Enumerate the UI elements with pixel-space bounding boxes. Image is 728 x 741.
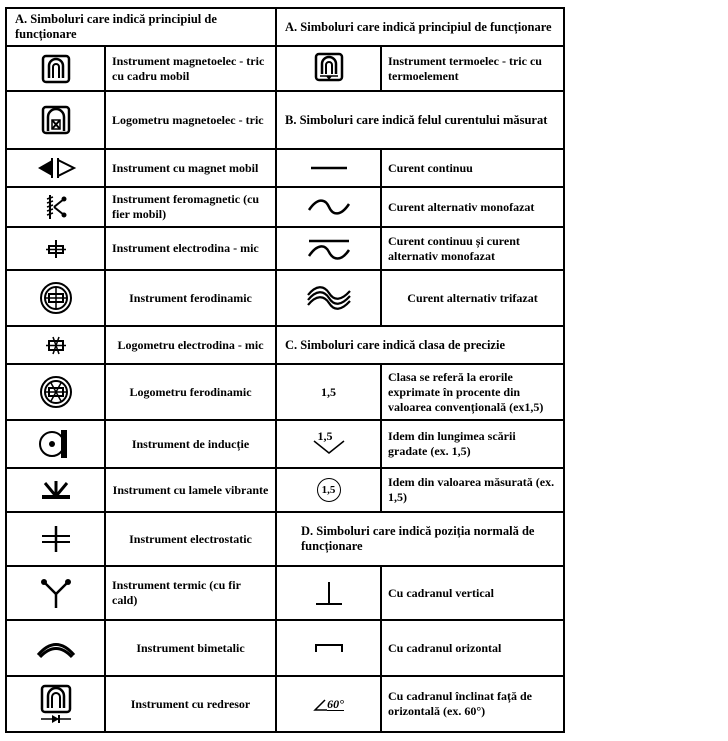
electrodynamic-icon (5, 226, 106, 271)
right-c-row-1-label: Clasa se referă la erorile exprimate în procente din valoarea convențională (ex1,5) (380, 363, 565, 421)
class-symbol-scale (275, 419, 382, 469)
three-phase-icon (275, 269, 382, 327)
rectifier-instrument-icon (5, 675, 106, 733)
magnetoelectric-moving-coil-icon (5, 45, 106, 92)
vibrating-reed-icon (5, 467, 106, 513)
right-thermoelectric-label: Instrument termoelec - tric cu termoelement (380, 45, 565, 92)
right-b-row-2-label: Curent alternativ monofazat (380, 186, 565, 228)
left-row-13-label: Instrument bimetalic (104, 619, 277, 677)
left-row-6-label: Instrument ferodinamic (104, 269, 277, 327)
induction-icon (5, 419, 106, 469)
ferrodynamic-ratiometer-icon (5, 363, 106, 421)
right-b-row-3-label: Curent continuu și curent alternativ monofazat (380, 226, 565, 271)
class-value-measured: 1,5 (321, 484, 336, 496)
dc-line-icon (275, 148, 382, 188)
header-b (275, 90, 565, 150)
header-c-text: C. Simboluri care indică clasa de precizie (285, 337, 506, 352)
header-a-right (275, 7, 565, 47)
electrostatic-icon (5, 511, 106, 567)
thermal-hot-wire-icon (5, 565, 106, 621)
right-b-row-1-label: Curent continuu (380, 148, 565, 188)
header-a-left (5, 7, 277, 47)
magnetoelectric-ratiometer-icon (5, 90, 106, 150)
horizontal-dial-icon (275, 619, 382, 677)
header-d (275, 511, 565, 567)
left-row-2-label: Logometru magnetoelec - tric (104, 90, 277, 150)
left-row-8-label: Logometru ferodinamic (104, 363, 277, 421)
vertical-dial-icon (275, 565, 382, 621)
inclination-value: 60° (327, 696, 344, 711)
dc-ac-icon (275, 226, 382, 271)
left-row-1-label: Instrument magnetoelec - tric cu cadru mobil (104, 45, 277, 92)
left-row-9-label: Instrument de inducție (104, 419, 277, 469)
header-d-text: D. Simboluri care indică poziția normală de funcționare (301, 524, 535, 553)
class-value-plain: 1,5 (321, 384, 336, 399)
ac-wave-icon (275, 186, 382, 228)
header-b-text: B. Simboluri care indică felul curentului măsurat (285, 112, 548, 127)
header-a-right-text: A. Simboluri care indică principiul de funcționare (285, 19, 552, 34)
right-d-row-2-label: Cu cadranul orizontal (380, 619, 565, 677)
left-row-12-label: Instrument termic (cu fir cald) (104, 565, 277, 621)
class-symbol-plain (275, 363, 382, 421)
right-d-row-3-label: Cu cadranul înclinat față de orizontală (ex. 60°) (380, 675, 565, 733)
electrodynamic-ratiometer-icon (5, 325, 106, 365)
moving-iron-icon (5, 186, 106, 228)
header-a-left-text: A. Simboluri care indică principiul de funcționare (15, 12, 217, 41)
left-row-4-label: Instrument feromagnetic (cu fier mobil) (104, 186, 277, 228)
class-symbol-measured (275, 467, 382, 513)
right-c-row-3-label: Idem din valoarea măsurată (ex. 1,5) (380, 467, 565, 513)
moving-magnet-icon (5, 148, 106, 188)
left-row-3-label: Instrument cu magnet mobil (104, 148, 277, 188)
class-value-scale: 1,5 (317, 429, 333, 443)
inclined-dial-icon (275, 675, 382, 733)
right-c-row-2-label: Idem din lungimea scării gradate (ex. 1,5) (380, 419, 565, 469)
right-b-row-4-label: Curent alternativ trifazat (380, 269, 565, 327)
left-row-11-label: Instrument electrostatic (104, 511, 277, 567)
right-d-row-1-label: Cu cadranul vertical (380, 565, 565, 621)
thermoelectric-icon (275, 45, 382, 92)
bimetallic-icon (5, 619, 106, 677)
header-c (275, 325, 565, 365)
left-row-10-label: Instrument cu lamele vibrante (104, 467, 277, 513)
ferrodynamic-icon (5, 269, 106, 327)
left-row-5-label: Instrument electrodina - mic (104, 226, 277, 271)
left-row-14-label: Instrument cu redresor (104, 675, 277, 733)
left-row-7-label: Logometru electrodina - mic (104, 325, 277, 365)
